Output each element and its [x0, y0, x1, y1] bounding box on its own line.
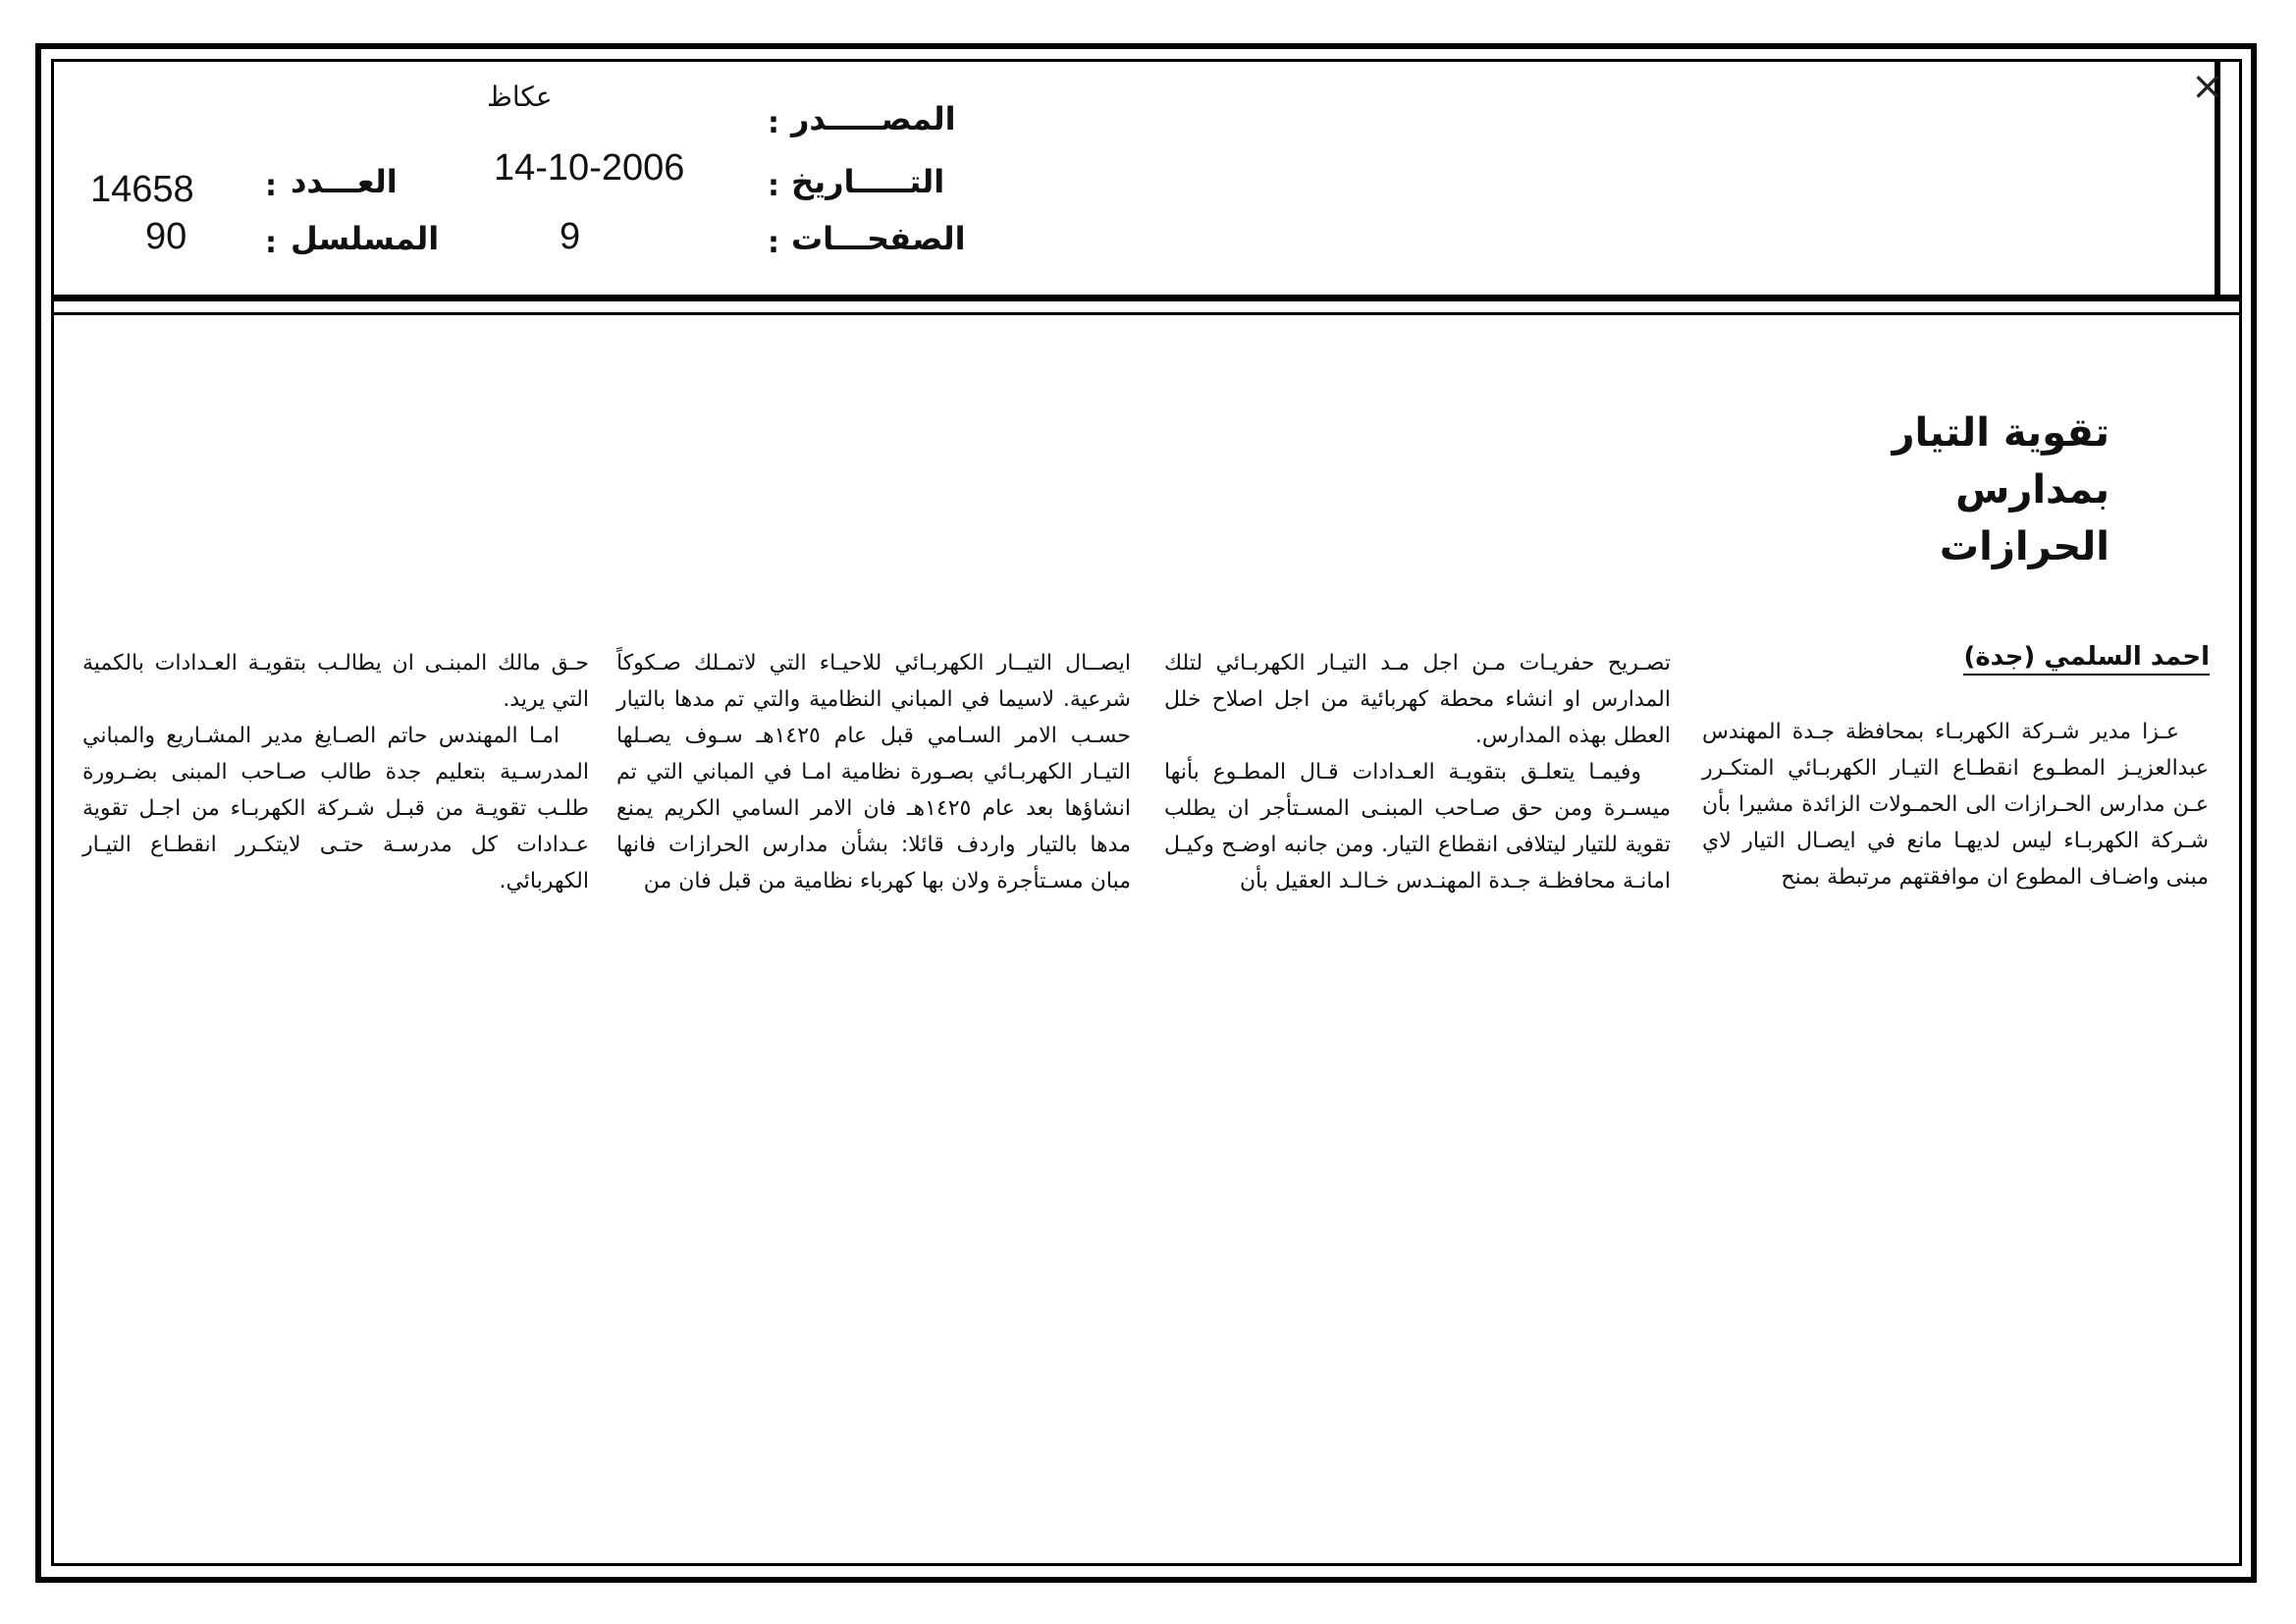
article-headline	[1717, 405, 2109, 575]
issue-value: 14658	[90, 169, 194, 210]
article-column-2	[1164, 645, 1671, 899]
serial-colon: :	[265, 226, 277, 260]
article-byline: احمد السلمي (جدة)	[1963, 642, 2210, 676]
header-divider-thin	[51, 312, 2242, 315]
source-label: المصـــــدر	[791, 100, 956, 137]
article-column-4	[82, 645, 589, 899]
corner-mark: ×	[2191, 64, 2224, 109]
serial-label: المسلسل	[291, 220, 440, 257]
column-paragraph: وفيمـا يتعلـق بتقويـة العـدادات قـال المطـوع بأنها ميسـرة ومن حق صـاحب المبنـى المسـتأجر ان يطلب تقوية للتيار ليتلافى انقطاع التيار. ومن جانبه اوضـح وكيـل امانـة محافظـة جـدة المهنـدس خـالـد العقيل بأن	[1164, 760, 1671, 893]
headline-line: بمدارس	[1955, 467, 2109, 513]
column-paragraph: تصـريح حفريـات مـن اجل مـد التيـار الكهربـائي لتلك المدارس او انشاء محطة كهربائية من اجل اصلاح خلل العطل بهذه المدارس.	[1164, 651, 1671, 748]
column-paragraph: ايصــال التيــار الكهربـائي للاحيـاء التي لاتمـلك صـكوكاً شرعية. لاسيما في المباني النظامية والتي تم مدها بالتيار حسـب الامر السـامي قبل عام ١٤٢٥هـ سـوف يصـلها التيـار الكهربـائي بصـورة نظامية امـا في المباني التي تم انشاؤها بعد عام ١٤٢٥هـ فان الامر السامي الكريم يمنع مدها بالتيار واردف قائلا: بشأن مدارس الحرازات فانها مبان مسـتأجرة ولان بها كهرباء نظامية من قبل فان من	[616, 651, 1131, 893]
pages-value: 9	[560, 216, 581, 257]
column-paragraph: عـزا مدير شـركة الكهربـاء بمحافظة جـدة المهندس عبدالعزيـز المطـوع انقطـاع التيـار الكهربـائي المتكـرر عـن مدارس الحـرازات الى الحمـولات الزائدة مشيرا بأن شـركة الكهربـاء ليس لديهـا مانع في ايصـال التيار لاي مبنى واضـاف المطوع ان موافقتهم مرتبطة بمنح	[1702, 720, 2209, 890]
header-divider-thick	[51, 295, 2242, 301]
issue-label: العـــدد	[291, 163, 398, 200]
source-colon: :	[768, 106, 779, 140]
pages-label: الصفحـــات	[791, 220, 966, 257]
date-label: التـــــاريخ	[791, 163, 945, 200]
headline-line: الحرازات	[1939, 524, 2109, 569]
article-column-3	[616, 645, 1131, 899]
column-paragraph: حـق مالك المبنـى ان يطالـب بتقويـة العـدادات بالكمية التي يريد.	[82, 651, 589, 712]
column-paragraph: امـا المهندس حاتم الصـايغ مدير المشـاريع والمباني المدرسـية بتعليم جدة طالب صـاحب المبنى بضـرورة طلـب تقويـة من قبـل شـركة الكهربـاء من اجـل تقوية عـدادات كل مدرسـة حتـى لايتكـرر انقطـاع التيـار الكهربائي.	[82, 724, 589, 893]
serial-value: 90	[145, 216, 187, 257]
issue-colon: :	[265, 169, 277, 203]
date-value: 14-10-2006	[494, 147, 685, 189]
date-colon: :	[768, 169, 779, 203]
source-value: عكاظ	[487, 81, 553, 113]
pages-colon: :	[768, 226, 779, 260]
article-column-1	[1702, 714, 2209, 895]
headline-line: تقوية التيار	[1892, 410, 2109, 456]
